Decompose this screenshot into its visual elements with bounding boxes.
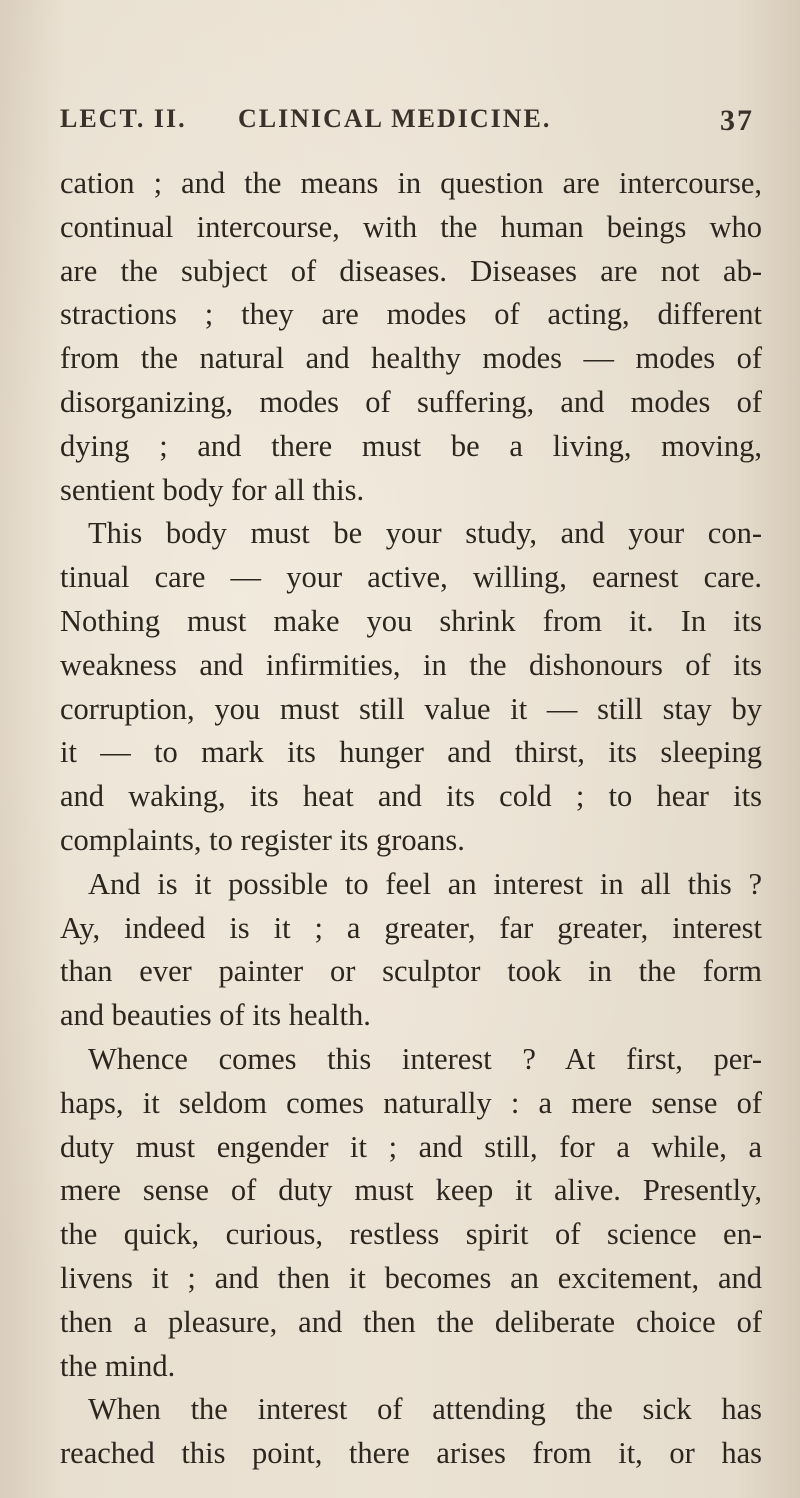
- body-text: [60, 162, 762, 1476]
- text-line: and beauties of its health.: [60, 998, 371, 1033]
- text-line: haps, it seldom comes naturally : a mere sense of: [60, 1085, 762, 1120]
- text-line: then a pleasure, and then the deliberate choice of: [60, 1304, 762, 1339]
- text-line: Ay, indeed is it ; a greater, far greater, interest: [60, 910, 762, 945]
- text-line: the mind.: [60, 1348, 176, 1383]
- text-line: stractions ; they are modes of acting, different: [60, 297, 762, 332]
- text-line: complaints, to register its groans.: [60, 822, 465, 857]
- text-line: cation ; and the means in question are intercourse,: [60, 166, 762, 200]
- text-line: continual intercourse, with the human beings who: [60, 209, 762, 244]
- text-line: Whence comes this interest ? At first, per-: [88, 1041, 762, 1076]
- text-line: dying ; and there must be a living, moving,: [60, 428, 762, 463]
- text-line: livens it ; and then it becomes an excitement, and: [60, 1260, 762, 1295]
- text-line: corruption, you must still value it — still stay by: [60, 691, 762, 726]
- text-line: When the interest of attending the sick has: [88, 1392, 762, 1427]
- text-line: the quick, curious, restless spirit of science en-: [60, 1217, 762, 1252]
- text-line: Nothing must make you shrink from it. In its: [60, 603, 762, 638]
- text-line: This body must be your study, and your con-: [88, 516, 762, 551]
- text-line: it — to mark its hunger and thirst, its sleeping: [60, 735, 762, 770]
- text-line: are the subject of diseases. Diseases are not ab-: [60, 253, 762, 288]
- text-line: duty must engender it ; and still, for a while, a: [60, 1129, 762, 1164]
- text-line: from the natural and healthy modes — modes of: [60, 341, 762, 376]
- text-line: than ever painter or sculptor took in the form: [60, 954, 762, 989]
- text-line: and waking, its heat and its cold ; to hear its: [60, 779, 762, 814]
- lecture-label: LECT. II.: [60, 104, 187, 133]
- running-header: [60, 104, 760, 140]
- running-title: CLINICAL MEDICINE.: [238, 104, 552, 133]
- text-line: disorganizing, modes of suffering, and modes of: [60, 384, 762, 419]
- page-number: 37: [720, 104, 754, 137]
- text-line: weakness and infirmities, in the dishonours of its: [60, 647, 762, 682]
- text-line: reached this point, there arises from it, or has: [60, 1436, 762, 1471]
- text-line: mere sense of duty must keep it alive. Presently,: [60, 1173, 762, 1208]
- text-line: tinual care — your active, willing, earnest care.: [60, 560, 762, 595]
- text-line: And is it possible to feel an interest in all this ?: [88, 866, 762, 901]
- text-line: sentient body for all this.: [60, 472, 365, 507]
